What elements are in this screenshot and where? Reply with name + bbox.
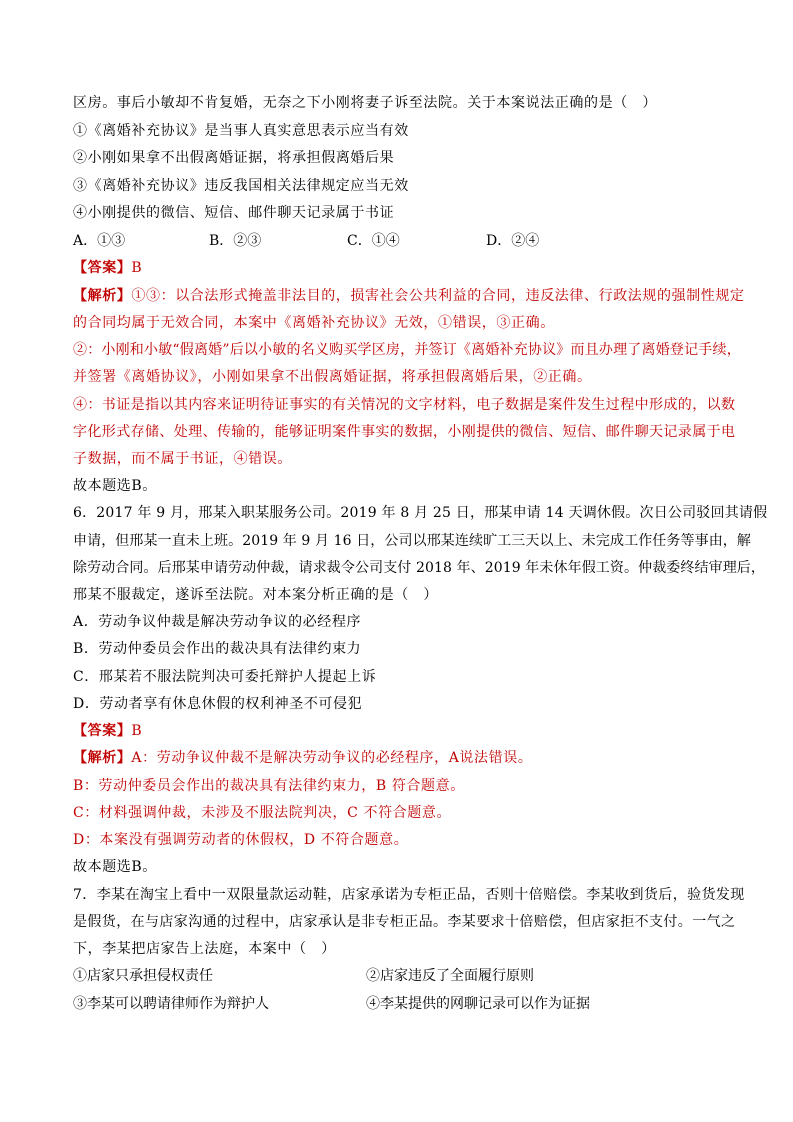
q6-answer-line — [73, 722, 142, 740]
analysis-tag: 【解析】 — [73, 288, 132, 304]
q5-answer-line — [73, 259, 142, 277]
q6-analysis-line: B：劳动仲委员会作出的裁决具有法律约束力，B 符合题意。 — [73, 778, 465, 794]
q6-analysis-line: D：本案没有强调劳动者的休假权，D 不符合题意。 — [73, 832, 409, 848]
q5-option-a: A．①③ — [73, 233, 126, 249]
q7-statement-1: ①店家只承担侵权责任 — [73, 968, 213, 984]
q5-analysis-line: ②：小刚和小敏“假离婚”后以小敏的名义购买学区房，并签订《离婚补充协议》而且办理了离婚登记手续， — [73, 342, 741, 358]
q5-analysis-line — [73, 287, 745, 305]
q5-analysis-line: 并签署《离婚协议》，小刚如果拿不出假离婚证据，将承担假离婚后果，②正确。 — [73, 369, 592, 385]
q5-statement-2: ②小刚如果拿不出假离婚证据，将承担假离婚后果 — [73, 150, 395, 166]
q6-option-b: B．劳动仲委员会作出的裁决具有法律约束力 — [73, 641, 362, 657]
q5-conclusion: 故本题选B。 — [73, 478, 157, 494]
q6-stem-line: 申请，但邢某一直未上班。2019 年 9 月 16 日，公司以邢某连续旷工三天以上、未完成工作任务等事由，解 — [73, 533, 751, 549]
q7-stem-line: 7．李某在淘宝上看中一双限量款运动鞋，店家承诺为专柜正品，否则十倍赔偿。李某收到货后，验货发现 — [73, 887, 745, 903]
q5-analysis-line: 字化形式存储、处理、传输的，能够证明案件事实的数据，小刚提供的微信、短信、邮件聊天记录属于电 — [73, 424, 736, 440]
analysis-text: ①③：以合法形式掩盖非法目的，损害社会公共利益的合同，违反法律、行政法规的强制性规定 — [131, 288, 745, 304]
answer-tag: 【答案】 — [73, 260, 132, 276]
q5-statement-3: ③《离婚补充协议》违反我国相关法律规定应当无效 — [73, 178, 409, 194]
q5-option-d: D．②④ — [486, 233, 540, 249]
q5-option-b: B．②③ — [209, 233, 262, 249]
q5-stem-tail: 区房。事后小敏却不肯复婚，无奈之下小刚将妻子诉至法院。关于本案说法正确的是（ ） — [73, 95, 657, 111]
q7-stem-line: 下，李某把店家告上法庭，本案中（ ） — [73, 941, 336, 957]
analysis-text: A：劳动争议仲裁不是解决劳动争议的必经程序，A说法错误。 — [131, 750, 533, 766]
q6-option-d: D．劳动者享有休息休假的权利神圣不可侵犯 — [73, 696, 363, 712]
answer-tag: 【答案】 — [73, 723, 132, 739]
q6-stem-line: 6．2017 年 9 月，邢某入职某服务公司。2019 年 8 月 25 日，邢某申请 14 天调休假。次日公司驳回其请假 — [73, 505, 768, 521]
q5-statement-1: ①《离婚补充协议》是当事人真实意思表示应当有效 — [73, 123, 409, 139]
q5-analysis-line: 的合同均属于无效合同，本案中《离婚补充协议》无效，①错误，③正确。 — [73, 315, 555, 331]
q5-analysis-line: 子数据，而不属于书证，④错误。 — [73, 451, 292, 467]
q6-conclusion: 故本题选B。 — [73, 859, 157, 875]
q7-statement-3: ③李某可以聘请律师作为辩护人 — [73, 996, 269, 1012]
analysis-tag: 【解析】 — [73, 750, 132, 766]
q6-analysis-line — [73, 749, 532, 767]
q7-stem-line: 是假货，在与店家沟通的过程中，店家承认是非专柜正品。李某要求十倍赔偿，但店家拒不支付。一气之 — [73, 914, 736, 930]
answer-value: B — [131, 260, 143, 276]
q6-option-a: A．劳动争议仲裁是解决劳动争议的必经程序 — [73, 614, 362, 630]
q6-option-c: C．邢某若不服法院判决可委托辩护人提起上诉 — [73, 669, 377, 685]
q7-statement-2: ②店家违反了全面履行原则 — [366, 968, 534, 984]
q6-stem-line: 除劳动合同。后邢某申请劳动仲裁，请求裁令公司支付 2018 年、2019 年未休年假工资。仲裁委终结审理后， — [73, 560, 766, 576]
q5-statement-4: ④小刚提供的微信、短信、邮件聊天记录属于书证 — [73, 205, 395, 221]
q5-analysis-line: ④：书证是指以其内容来证明待证事实的有关情况的文字材料，电子数据是案件发生过程中形成的，以数 — [73, 397, 736, 413]
q6-stem-line: 邢某不服裁定，遂诉至法院。对本案分析正确的是（ ） — [73, 587, 438, 603]
q5-option-c: C．①④ — [347, 233, 400, 249]
q6-analysis-line: C：材料强调仲裁，未涉及不服法院判决，C 不符合题意。 — [73, 805, 452, 821]
q7-statement-4: ④李某提供的网聊记录可以作为证据 — [366, 996, 590, 1012]
answer-value: B — [131, 723, 143, 739]
